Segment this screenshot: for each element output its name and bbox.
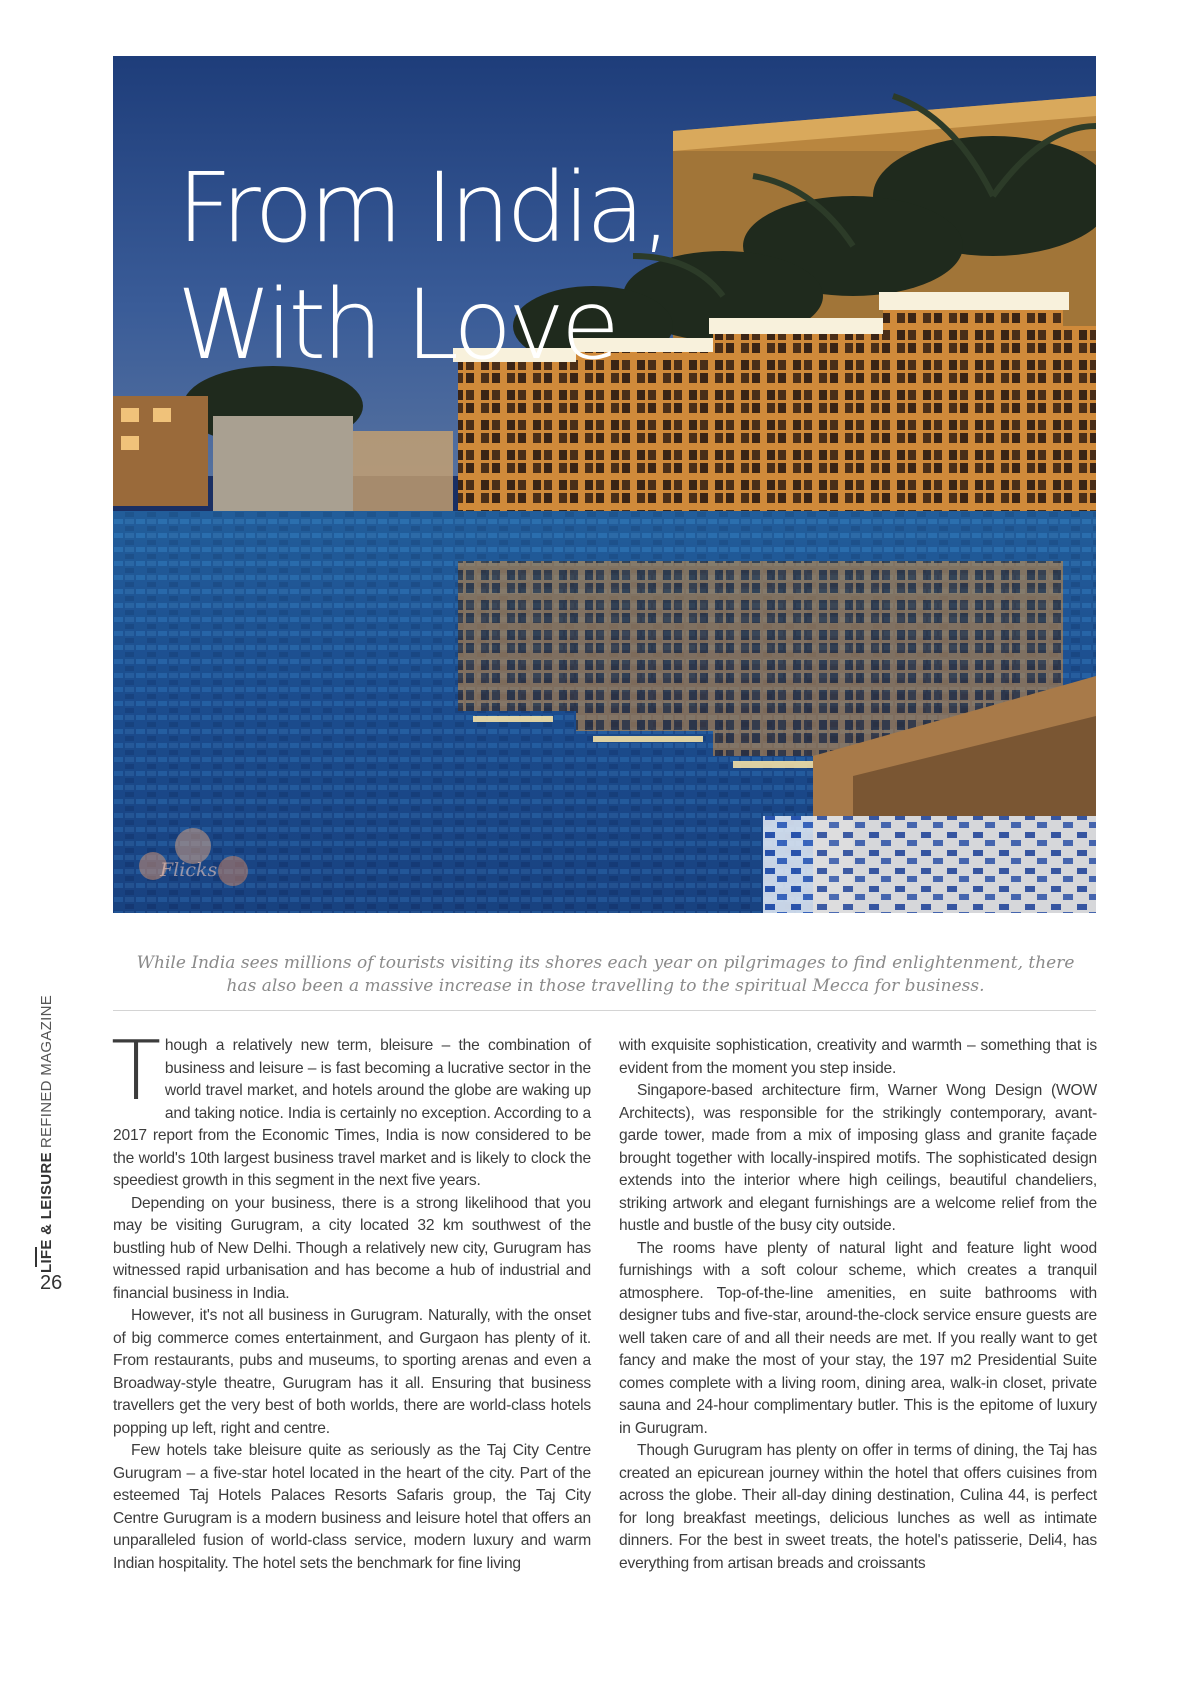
paragraph: Depending on your business, there is a strong likelihood that you may be visiting Gurugram, a city located 32 km southwest of the bustling hub of New Delhi. Though a relatively new city, Gurugram has witnessed rapid urbanisation and has become a hub of industrial and financial business in India. [113,1194,591,1302]
article-headline [177,150,877,384]
article-column-right [619,1035,1097,1575]
paragraph: However, it's not all business in Gurugram. Naturally, with the onset of big commerce comes entertainment, and Gurgaon has plenty of it. From restaurants, pubs and museums, to sporting arenas and even a Broadway-style theatre, Gurugram has it all. Ensuring that business travellers get the very best of both worlds, there are world-class hotels popping up left, right and centre. [113,1307,591,1437]
paragraph: Few hotels take bleisure quite as seriously as the Taj City Centre Gurugram – a five-star hotel located in the heart of the city. Part of the esteemed Taj Hotels Palaces Resorts Safaris group, the Taj City Centre Gurugram is a modern business and leisure hotel that offers an unparalleled fusion of world-class service, modern luxury and warm Indian hospitality. The hotel sets the benchmark for fine living [113,1442,591,1572]
article-column-left [111,1024,591,1575]
headline-line-2: With Love [177,269,616,381]
headline-line-1: From India, [177,152,668,264]
paragraph: Singapore-based architecture firm, Warner Wong Design (WOW Architects), was responsible for the strikingly contemporary, avant-garde tower, made from a mix of imposing glass and granite façade brought together with locally-inspired motifs. The sophisticated design extends into the interior where high ceilings, beautiful chandeliers, striking artwork and elegant furnishings are a welcome relief from the hustle and bustle of the busy city outside. [619,1082,1097,1234]
caption-divider [113,1010,1096,1011]
page-number-bar [35,1247,37,1267]
page-number: 26 [40,1272,63,1294]
paragraph-text: hough a relatively new term, bleisure – the combination of business and leisure – is fast becoming a lucrative sector in the world travel market, and hotels around the globe are waking up and taking notice. India is certainly no exception. According to a 2017 report from the Economic Times, India is now considered to be the world's 10th largest business travel market and is likely to clock the speediest growth in this segment in the next five years. [113,1037,591,1189]
section-name: LIFE & LEISURE [38,1152,55,1273]
photo-caption: While India sees millions of tourists visiting its shores each year on pilgrimages to find enlightenment, there has also been a massive increase in those travelling to the spiritual Mecca for business. [136,953,1075,996]
magazine-name: REFINED MAGAZINE [38,994,55,1149]
paragraph: The rooms have plenty of natural light and feature light wood furnishings with a soft colour scheme, which creates a tranquil atmosphere. Top-of-the-line amenities, en suite bathrooms with designer tubs and five-star, around-the-clock service ensure guests are well taken care of and all their needs are met. If you really want to get fancy and make the most of your stay, the 197 m2 Presidential Suite comes complete with a living room, dining area, walk-in closet, private sauna and 24-hour complimentary butler. This is the epitome of luxury in Gurugram. [619,1239,1097,1437]
paragraph [111,1024,591,1193]
running-head [28,994,66,1273]
drop-cap: T [111,1024,161,1119]
paragraph: Though Gurugram has plenty on offer in terms of dining, the Taj has created an epicurean journey within the hotel that offers cuisines from across the globe. Their all-day dining destination, Culina 44, is perfect for long breakfast meetings, delicious lunches as well as intimate dinners. For the best in sweet treats, the hotel's patisserie, Deli4, has everything from artisan breads and croissants [619,1442,1097,1572]
paragraph: with exquisite sophistication, creativity and warmth – something that is evident from the moment you step inside. [619,1037,1097,1077]
photo-watermark: Flicks [160,859,218,881]
